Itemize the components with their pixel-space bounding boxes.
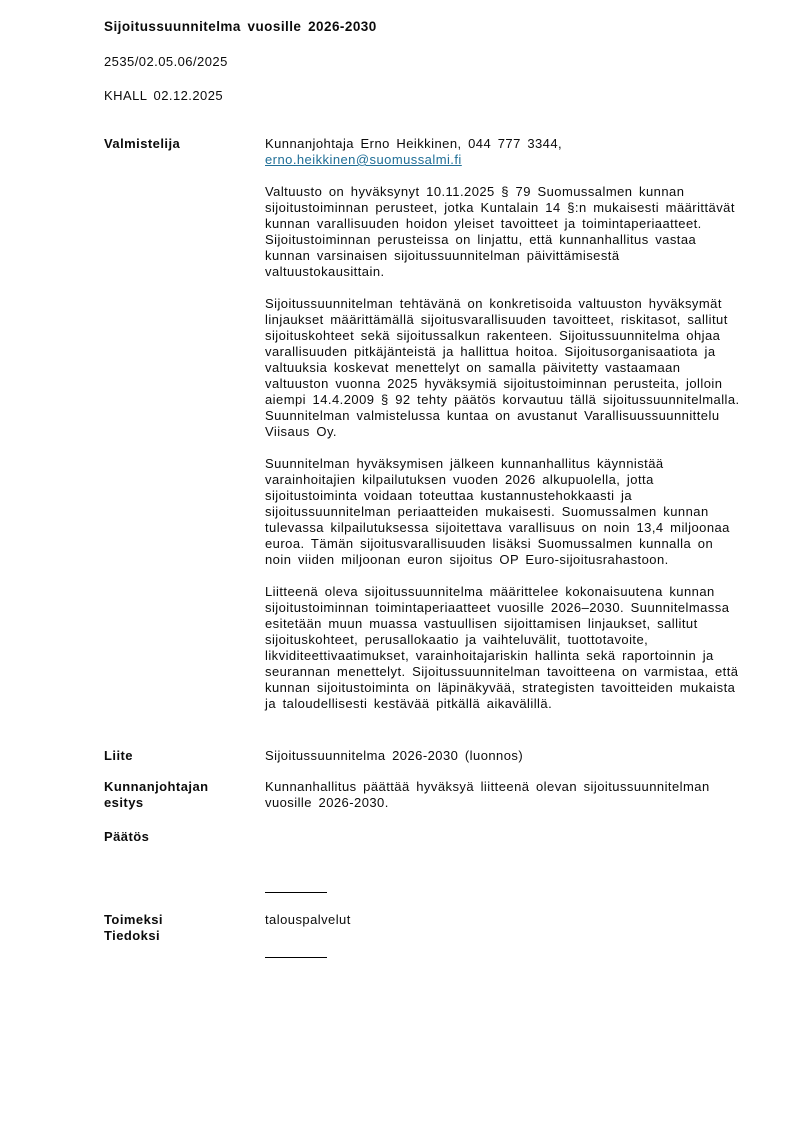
valmistelija-content (265, 136, 745, 712)
valmistelija-label: Valmistelija (104, 136, 181, 151)
liite-label: Liite (104, 748, 133, 763)
body-paragraph-2: Sijoitussuunnitelman tehtävänä on konkretisoida valtuuston hyväksymät linjaukset määrittämällä sijoitusvarallisuuden tavoitteet, riskitasot, sallitut sijoituskohteet sekä sijoitussalkun rakenteen. Sijoitussuunnitelma ohjaa varallisuuden pitkäjänteistä ja hallittua hoitoa. Sijoitusorganisaatiota ja valtuuksia koskevat menettelyt on samalla päivitetty vastaamaan valtuuston vuonna 2025 hyväksymiä sijoitustoiminnan perusteita, jolloin aiempi 14.4.2009 § 92 tehty päätös korvautuu tällä sijoitussuunnitelmalla. Suunnitelman valmistelussa kuntaa on avustanut Varallisuussuunnittelu Viisaus Oy. (265, 296, 740, 439)
preparer-email-link[interactable]: erno.heikkinen@suomussalmi.fi (265, 152, 462, 167)
body-paragraph-4: Liitteenä oleva sijoitussuunnitelma määrittelee kokonaisuutena kunnan sijoitustoiminnan toimintaperiaatteet vuosille 2026–2030. Suunnitelmassa esitetään muun muassa vastuullisen sijoittamisen linjaukset, sallitut sijoituskohteet, perusallokaatio ja vaihteluvälit, tuottotavoite, likviditeettivaatimukset, varainhoitajariskin hallinta sekä raportoinnin ja seurannan menettelyt. Sijoitussuunnitelman tavoitteena on varmistaa, että kunnan sijoitustoiminta on läpinäkyvää, strategisten tavoitteiden mukaista ja taloudellisesti kestävää pitkällä aikavälillä. (265, 584, 739, 711)
doc-number: 2535/02.05.06/2025 (104, 54, 228, 69)
section-liite (104, 748, 745, 764)
section-toimeksi-tiedoksi (104, 912, 745, 944)
esitys-label: Kunnanjohtajan esitys (104, 779, 209, 810)
body-paragraph-1: Valtuusto on hyväksynyt 10.11.2025 § 79 Suomussalmen kunnan sijoitustoiminnan perusteet, jotka Kuntalain 14 §:n mukaisesti määrittävät kunnan varallisuuden hoidon yleiset tavoitteet ja toimintaperiaatteet. Sijoitustoiminnan perusteissa on linjattu, että kunnanhallitus vastaa kunnan varsinaisen sijoitussuunnitelman päivittämisestä valtuustokausittain. (265, 184, 735, 279)
signature-line-2 (265, 957, 327, 958)
preparer-contact (265, 136, 745, 168)
page-title: Sijoitussuunnitelma vuosille 2026-2030 (104, 19, 377, 34)
signature-line-1 (265, 892, 327, 893)
esitys-text: Kunnanhallitus päättää hyväksyä liitteenä olevan sijoitussuunnitelman vuosille 2026-2030. (265, 779, 710, 810)
toimeksi-label: Toimeksi (104, 912, 163, 927)
meeting-reference: KHALL 02.12.2025 (104, 88, 224, 103)
section-kunnanjohtajan-esitys (104, 779, 745, 811)
section-paatos (104, 829, 745, 845)
toimeksi-text: talouspalvelut (265, 912, 351, 927)
preparer-contact-line: Kunnanjohtaja Erno Heikkinen, 044 777 3344, (265, 136, 563, 151)
body-paragraph-3: Suunnitelman hyväksymisen jälkeen kunnanhallitus käynnistää varainhoitajien kilpailutuksen vuoden 2026 alkupuolella, jotta sijoitustoiminta voidaan toteuttaa kustannustehokkaasti ja sijoitussuunnitelman periaatteiden mukaisesti. Suomussalmen kunnan tulevassa kilpailutuksessa sijoitettava varallisuus on noin 13,4 miljoonaa euroa. Tämän sijoitusvarallisuuden lisäksi Suomussalmen kunnalla on noin viiden miljoonan euron sijoitus OP Euro-sijoitusrahastoon. (265, 456, 730, 567)
paatos-label: Päätös (104, 829, 150, 844)
section-valmistelija (104, 136, 745, 712)
liite-text: Sijoitussuunnitelma 2026-2030 (luonnos) (265, 748, 524, 763)
tiedoksi-label: Tiedoksi (104, 928, 161, 943)
toimeksi-tiedoksi-label (104, 912, 224, 944)
